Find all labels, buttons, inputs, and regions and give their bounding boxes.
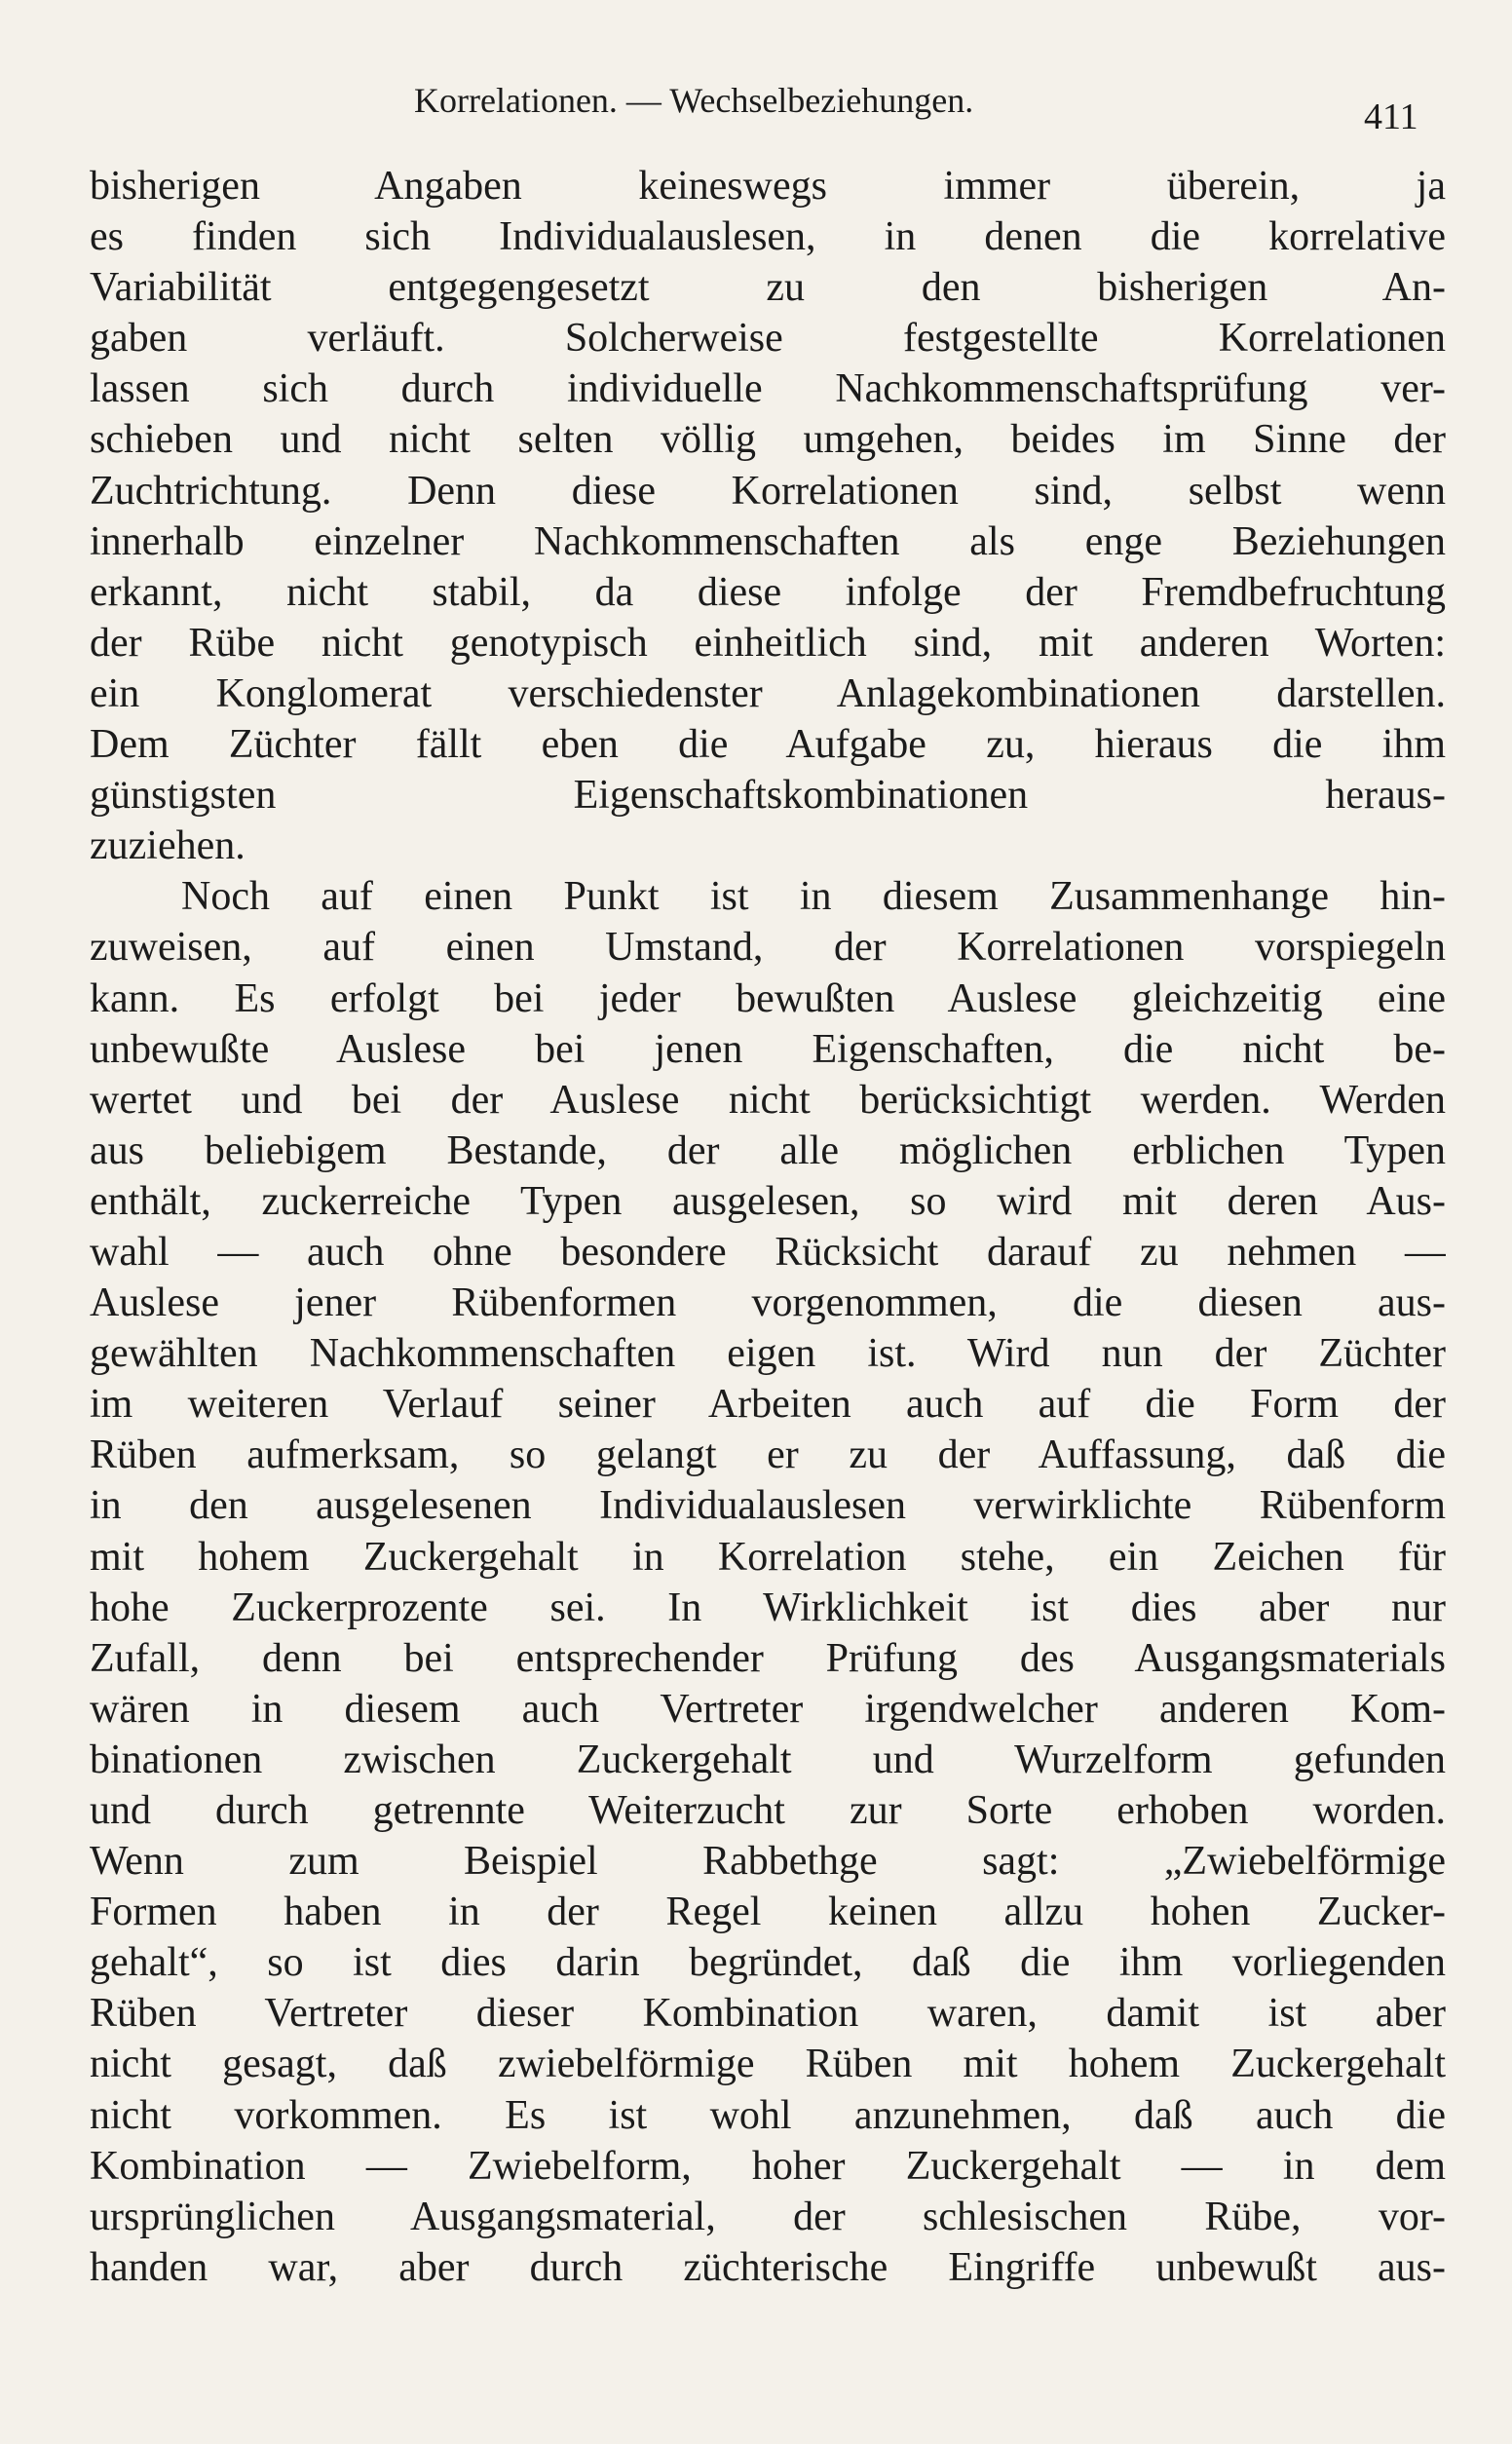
text-line: enthält, zuckerreiche Typen ausgelesen, so wird mit deren Aus-: [90, 1178, 1446, 1224]
text-line: bisherigen Angaben keineswegs immer überein, ja: [90, 164, 1446, 209]
text-line: wahl — auch ohne besondere Rücksicht darauf zu nehmen —: [90, 1229, 1446, 1275]
text-line: ein Konglomerat verschiedenster Anlagekombinationen darstellen.: [90, 670, 1446, 716]
text-line: in den ausgelesenen Individualauslesen verwirklichte Rübenform: [90, 1483, 1446, 1529]
body-text: [90, 161, 1446, 2293]
text-line: binationen zwischen Zuckergehalt und Wurzelform gefunden: [90, 1737, 1446, 1782]
text-line: kann. Es erfolgt bei jeder bewußten Auslese gleichzeitig eine: [90, 975, 1446, 1021]
text-line: Formen haben in der Regel keinen allzu hohen Zucker-: [90, 1890, 1446, 1935]
text-line: Noch auf einen Punkt ist in diesem Zusammenhange hin-: [181, 874, 1446, 920]
text-line: Rüben Vertreter dieser Kombination waren, damit ist aber: [90, 1991, 1446, 2037]
text-line: und durch getrennte Weiterzucht zur Sorte erhoben worden.: [90, 1788, 1446, 1833]
text-line: handen war, aber durch züchterische Eingriffe unbewußt aus-: [90, 2244, 1446, 2290]
text-line: Rüben aufmerksam, so gelangt er zu der Auffassung, daß die: [90, 1432, 1446, 1478]
text-line: Variabilität entgegengesetzt zu den bisherigen An-: [90, 265, 1446, 311]
text-line: der Rübe nicht genotypisch einheitlich sind, mit anderen Worten:: [90, 620, 1446, 666]
text-line: mit hohem Zuckergehalt in Korrelation stehe, ein Zeichen für: [90, 1534, 1446, 1580]
text-line: unbewußte Auslese bei jenen Eigenschaften, die nicht be-: [90, 1026, 1446, 1072]
text-line: lassen sich durch individuelle Nachkommenschaftsprüfung ver-: [90, 366, 1446, 412]
text-line: ursprünglichen Ausgangsmaterial, der schlesischen Rübe, vor-: [90, 2194, 1446, 2239]
text-line: wären in diesem auch Vertreter irgendwelcher anderen Kom-: [90, 1686, 1446, 1732]
text-line: Zufall, denn bei entsprechender Prüfung des Ausgangsmaterials: [90, 1635, 1446, 1681]
text-line: Wenn zum Beispiel Rabbethge sagt: „Zwiebelförmige: [90, 1839, 1446, 1885]
text-line: innerhalb einzelner Nachkommenschaften als enge Beziehungen: [90, 518, 1446, 564]
running-title: Korrelationen. — Wechselbeziehungen.: [414, 81, 974, 120]
text-line: gehalt“, so ist dies darin begründet, daß die ihm vorliegenden: [90, 1940, 1446, 1986]
text-line: nicht gesagt, daß zwiebelförmige Rüben mit hohem Zuckergehalt: [90, 2042, 1446, 2087]
text-line: hohe Zuckerprozente sei. In Wirklichkeit ist dies aber nur: [90, 1585, 1446, 1630]
text-line: Dem Züchter fällt eben die Aufgabe zu, hieraus die ihm: [90, 722, 1446, 768]
text-line: wertet und bei der Auslese nicht berücksichtigt werden. Werden: [90, 1077, 1446, 1123]
text-line: zuziehen.: [90, 823, 246, 869]
text-line: Zuchtrichtung. Denn diese Korrelationen sind, selbst wenn: [90, 468, 1446, 514]
text-line: schieben und nicht selten völlig umgehen, beides im Sinne der: [90, 417, 1446, 463]
text-line: günstigsten Eigenschaftskombinationen heraus-: [90, 773, 1446, 819]
text-line: erkannt, nicht stabil, da diese infolge der Fremdbefruchtung: [90, 569, 1446, 615]
text-line: Kombination — Zwiebelform, hoher Zuckergehalt — in dem: [90, 2143, 1446, 2189]
page-number: 411: [1364, 96, 1418, 137]
text-line: Auslese jener Rübenformen vorgenommen, die diesen aus-: [90, 1280, 1446, 1326]
text-line: nicht vorkommen. Es ist wohl anzunehmen, daß auch die: [90, 2092, 1446, 2138]
text-line: im weiteren Verlauf seiner Arbeiten auch auf die Form der: [90, 1382, 1446, 1428]
running-head: [0, 80, 1512, 138]
text-line: zuweisen, auf einen Umstand, der Korrelationen vorspiegeln: [90, 925, 1446, 971]
text-line: gewählten Nachkommenschaften eigen ist. Wird nun der Züchter: [90, 1331, 1446, 1377]
text-line: aus beliebigem Bestande, der alle möglichen erblichen Typen: [90, 1127, 1446, 1173]
text-line: es finden sich Individualauslesen, in denen die korrelative: [90, 214, 1446, 260]
text-line: gaben verläuft. Solcherweise festgestellte Korrelationen: [90, 316, 1446, 362]
